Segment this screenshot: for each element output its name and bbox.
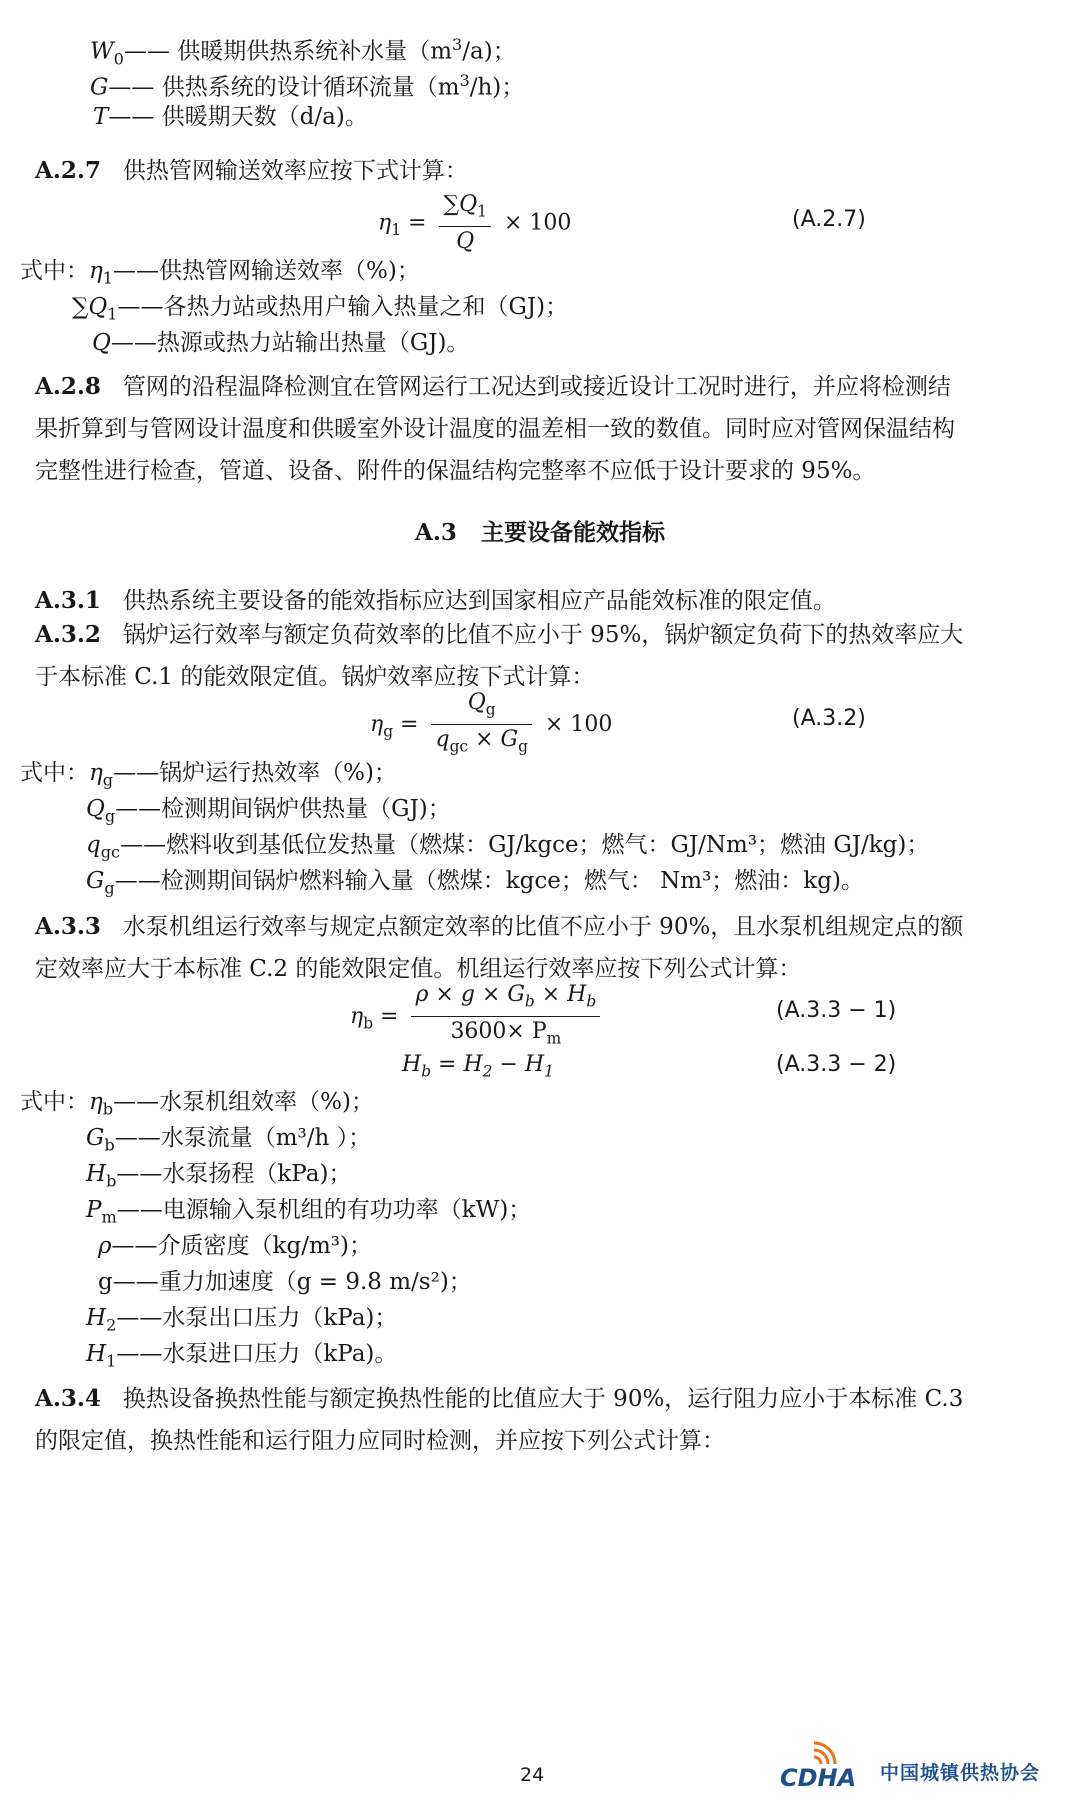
eq-label-a27: (A.2.7): [792, 207, 866, 232]
eq-label-a33-1: (A.3.3 − 1): [776, 998, 897, 1023]
def-q: Q——热源或热力站输出热量（GJ)。: [92, 330, 470, 356]
eq-label-a32: (A.3.2): [792, 706, 866, 731]
def-etab: 式中：$\eta_b——$水泵机组效率（%)；: [20, 1089, 374, 1119]
clause-a27: A.2.7 供热管网输送效率应按下式计算：: [35, 157, 468, 184]
page-number: 24: [520, 1764, 545, 1786]
def-rho: ρ——介质密度（kg/m³)；: [98, 1233, 372, 1259]
clause-a34: A.3.4 换热设备换热性能与额定换热性能的比值应大于 90%，运行阻力应小于本标准 C.3 的限定值，换热性能和运行阻力应同时检测，并应按下列公式计算：: [35, 1385, 964, 1454]
logo-text: 中国城镇供热协会: [880, 1762, 1041, 1784]
cdha-logo-mark-icon: [778, 1738, 878, 1798]
def-gb: $G_b——$水泵流量（m³/h ）；: [86, 1125, 372, 1155]
equation-a27: $\eta_1$ = $\frac{\sum Q_1}{Q}$ × 100: [378, 190, 571, 257]
def-gg: $G_g——$检测期间锅炉燃料输入量（燃煤：kgce；燃气： Nm³；燃油：kg)。: [86, 868, 864, 898]
fraction: $\frac{Q_g}{q_{gc} \times G_g}$: [431, 688, 531, 762]
def-etag: 式中：$\eta_g——$锅炉运行热效率（%)；: [20, 760, 397, 790]
def-t: T—— 供暖期天数（d/a)。: [93, 104, 368, 130]
def-h1: $H_1——$水泵进口压力（kPa)。: [86, 1341, 398, 1371]
def-qg: $Q_g——$检测期间锅炉供热量（GJ)；: [86, 796, 451, 826]
def-sumq1: $\sum Q_1——$各热力站或热用户输入热量之和（GJ)；: [72, 294, 569, 324]
fraction: $\frac{\sum Q_1}{Q}$: [439, 190, 491, 257]
def-hb: $H_b——$水泵扬程（kPa)；: [86, 1161, 352, 1191]
def-eta1: 式中：$\eta_1——$供热管网输送效率（%)；: [20, 258, 420, 288]
equation-a32: $\eta_g$ = $\frac{Q_g}{q_{gc} \times G_g}$ × 100: [370, 688, 612, 762]
equation-a33-2: $H_b = H_2 - H_1$: [402, 1052, 554, 1081]
def-w0: $W_0——$ 供暖期供热系统补水量$(m^3/a)$；: [90, 35, 516, 69]
def-pm: $P_m——$电源输入泵机组的有功功率（kW)；: [86, 1197, 532, 1227]
def-g: G—— 供热系统的设计循环流量$(m^3/h)$；: [90, 71, 525, 101]
def-qgc: $q_{gc}——$燃料收到基低位发热量（燃煤：GJ/kgce；燃气：GJ/Nm³；燃油 GJ/kg)；: [86, 832, 930, 862]
section-heading: A.3 主要设备能效指标: [415, 519, 665, 546]
def-h2: $H_2——$水泵出口压力（kPa)；: [86, 1305, 398, 1335]
cdha-logo: [778, 1738, 1060, 1798]
equation-a33-1: $\eta_b$ = $\frac{\rho \times g \times G_b \times H_b}{3600\times P_m}$: [350, 980, 606, 1054]
fraction: $\frac{\rho \times g \times G_b \times H_b}{3600\times P_m}$: [411, 980, 600, 1054]
clause-a31: A.3.1 供热系统主要设备的能效指标应达到国家相应产品能效标准的限定值。: [35, 587, 836, 614]
svg-text:CDHA: CDHA: [780, 1764, 857, 1792]
clause-a28: A.2.8 管网的沿程温降检测宜在管网运行工况达到或接近设计工况时进行，并应将检测结 果折算到与管网设计温度和供暖室外设计温度的温差相一致的数值。同时应对管网保温结构 完整性进行检查，管道、设备、附件的保温结构完整率不应低于设计要求的 95%。: [35, 373, 955, 484]
def-g-accel: g——重力加速度（g = 9.8 m/s²)；: [98, 1269, 472, 1295]
clause-a32: A.3.2 锅炉运行效率与额定负荷效率的比值不应小于 95%，锅炉额定负荷下的热效率应大 于本标准 C.1 的能效限定值。锅炉效率应按下式计算：: [35, 621, 964, 690]
clause-a33: A.3.3 水泵机组运行效率与规定点额定效率的比值不应小于 90%，且水泵机组规定点的额 定效率应大于本标准 C.2 的能效限定值。机组运行效率应按下列公式计算：: [35, 913, 964, 982]
eq-label-a33-2: (A.3.3 − 2): [776, 1052, 897, 1077]
